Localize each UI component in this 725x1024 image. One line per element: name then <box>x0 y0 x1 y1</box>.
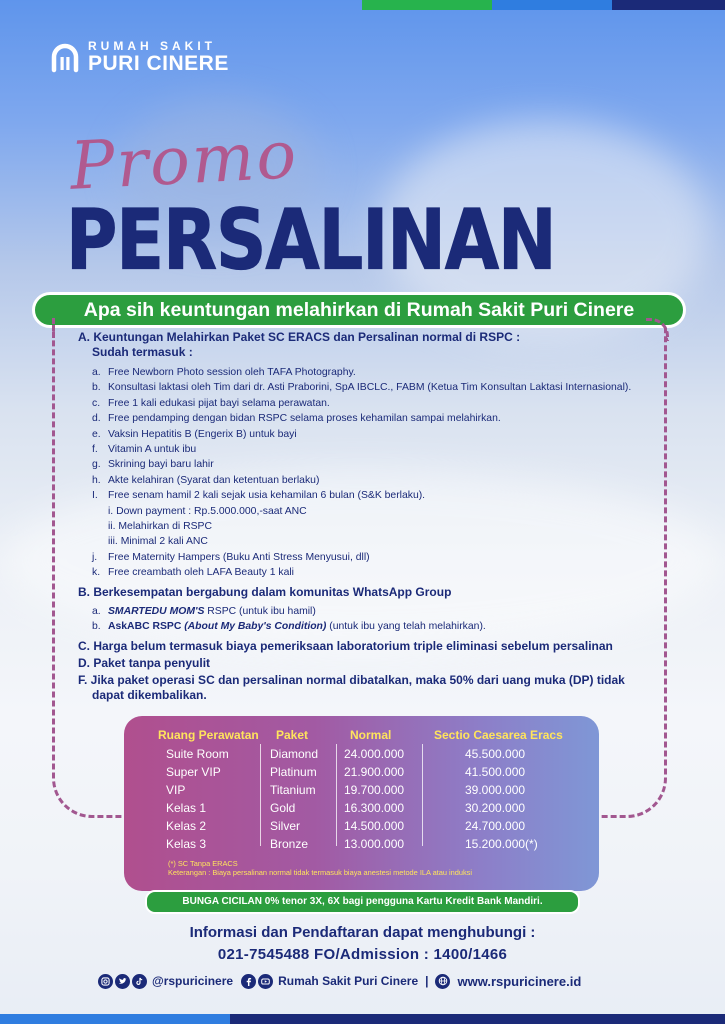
table-cell: Titanium <box>270 783 316 797</box>
facebook-icon[interactable] <box>241 974 256 989</box>
section-a-list <box>78 365 668 504</box>
table-cell: 13.000.000 <box>344 837 405 851</box>
list-item: b. Konsultasi laktasi oleh Tim dari dr. Asti Praborini, SpA IBCLC., FABM (Ketua Tim Konsultan Laktasi Internasional). <box>92 382 632 394</box>
list-item: h. Akte kelahiran (Syarat dan ketentuan berlaku) <box>92 474 320 486</box>
instagram-icon[interactable] <box>98 974 113 989</box>
table-cell: VIP <box>166 783 186 797</box>
sub-list-item: i. Down payment : Rp.5.000.000,-saat ANC <box>108 505 307 517</box>
hospital-logo <box>50 40 229 76</box>
contact-phone: 021-7545488 FO/Admission : 1400/1466 <box>217 946 508 963</box>
table-cell: Gold <box>270 801 296 815</box>
column-divider <box>422 744 423 846</box>
list-item: j. Free Maternity Hampers (Buku Anti Stress Menyusui, dll) <box>92 551 370 563</box>
logo-mark-icon <box>50 43 80 73</box>
promo-script-title: Promo <box>68 116 300 205</box>
section-f-heading: F. Jika paket operasi SC dan persalinan normal dibatalkan, maka 50% dari uang muka (DP) tidak <box>78 672 625 687</box>
list-item: I. Free senam hamil 2 kali sejak usia kehamilan 6 bulan (S&K berlaku). <box>92 490 426 502</box>
sub-list-item: iii. Minimal 2 kali ANC <box>108 536 208 548</box>
top-bar-green <box>362 0 492 10</box>
price-table <box>124 716 599 891</box>
subtitle-banner: Apa sih keuntungan melahirkan di Rumah Sakit Puri Cinere <box>32 292 686 328</box>
list-item: b. AskABC RSPC (About My Baby's Condition) (untuk ibu yang telah melahirkan). <box>92 621 486 633</box>
table-cell: Diamond <box>270 747 319 761</box>
section-a-list-tail <box>78 550 668 581</box>
column-divider <box>336 744 337 846</box>
table-cell: Suite Room <box>166 747 229 761</box>
youtube-icon[interactable] <box>258 974 273 989</box>
website-link[interactable]: www.rspuricinere.id <box>457 973 582 989</box>
column-header: Paket <box>276 728 309 742</box>
section-a-heading: A. Keuntungan Melahirkan Paket SC ERACS dan Persalinan normal di RSPC : <box>78 330 521 344</box>
table-cell: Super VIP <box>166 765 221 779</box>
list-item: e. Vaksin Hepatitis B (Engerix B) untuk bayi <box>92 428 297 440</box>
tiktok-icon[interactable] <box>132 974 147 989</box>
instagram-handle[interactable]: @rspuricinere <box>152 974 234 988</box>
bottom-bar-blue <box>0 1014 230 1024</box>
table-cell: Platinum <box>270 765 317 779</box>
list-item: f. Vitamin A untuk ibu <box>92 444 197 456</box>
column-header: Ruang Perawatan <box>158 728 259 742</box>
list-item: a. SMARTEDU MOM'S RSPC (untuk ibu hamil) <box>92 605 316 617</box>
table-cell: 21.900.000 <box>344 765 405 779</box>
installment-banner: BUNGA CICILAN 0% tenor 3X, 6X bagi pengguna Kartu Kredit Bank Mandiri. <box>145 890 580 914</box>
table-cell: 24.700.000 <box>465 819 526 833</box>
footer-separator: | <box>425 974 429 988</box>
community-name: AskABC RSPC <box>108 621 182 633</box>
table-note: Keterangan : Biaya persalinan normal tidak termasuk biaya anestesi metode ILA atau induksi <box>168 868 473 877</box>
twitter-icon[interactable] <box>115 974 130 989</box>
table-cell: 45.500.000 <box>465 747 526 761</box>
column-header: Sectio Caesarea Eracs <box>434 728 563 742</box>
table-cell: 30.200.000 <box>465 801 526 815</box>
list-item: g. Skrining bayi baru lahir <box>92 459 214 471</box>
table-cell: Kelas 2 <box>166 819 207 833</box>
table-cell: 39.000.000 <box>465 783 526 797</box>
list-item: d. Free pendamping dengan bidan RSPC selama proses kehamilan sampai melahirkan. <box>92 413 501 425</box>
table-cell: Bronze <box>270 837 309 851</box>
main-headline: PERSALINAN <box>66 192 556 289</box>
table-footnote: (*) SC Tanpa ERACS <box>168 859 238 868</box>
social-footer <box>98 972 581 990</box>
table-cell: 15.200.000(*) <box>465 837 538 851</box>
bottom-bar-navy <box>230 1014 725 1024</box>
column-divider <box>260 744 261 846</box>
contact-title: Informasi dan Pendaftaran dapat menghubungi : <box>189 924 536 941</box>
list-item: a. Free Newborn Photo session oleh TAFA Photography. <box>92 367 356 378</box>
table-cell: Silver <box>270 819 301 833</box>
logo-big-text: PURI CINERE <box>88 52 229 75</box>
column-header: Normal <box>350 728 392 742</box>
facebook-page-name[interactable]: Rumah Sakit Puri Cinere <box>278 974 419 988</box>
table-cell: 41.500.000 <box>465 765 526 779</box>
table-cell: 24.000.000 <box>344 747 405 761</box>
table-cell: Kelas 1 <box>166 801 207 815</box>
list-item: c. Free 1 kali edukasi pijat bayi selama perawatan. <box>92 397 330 409</box>
table-cell: Kelas 3 <box>166 837 207 851</box>
section-a-subheading: Sudah termasuk : <box>92 345 193 359</box>
top-bar-blue <box>492 0 612 10</box>
table-cell: 16.300.000 <box>344 801 405 815</box>
globe-icon <box>435 974 450 989</box>
top-bar-navy <box>612 0 725 10</box>
section-c-heading: C. Harga belum termasuk biaya pemeriksaan laboratorium triple eliminasi sebelum persalinan <box>78 638 613 653</box>
section-b-heading: B. Berkesempatan bergabung dalam komunitas WhatsApp Group <box>78 584 452 599</box>
logo-small-text: RUMAH SAKIT <box>88 39 216 53</box>
table-cell: 19.700.000 <box>344 783 405 797</box>
community-name: SMARTEDU MOM'S <box>108 605 205 617</box>
benefits-content <box>78 330 668 703</box>
section-f-heading-cont: dapat dikembalikan. <box>92 687 207 702</box>
table-cell: 14.500.000 <box>344 819 405 833</box>
section-d-heading: D. Paket tanpa penyulit <box>78 655 211 670</box>
sub-list-item: ii. Melahirkan di RSPC <box>108 521 212 533</box>
list-item: k. Free creambath oleh LAFA Beauty 1 kali <box>92 567 294 579</box>
